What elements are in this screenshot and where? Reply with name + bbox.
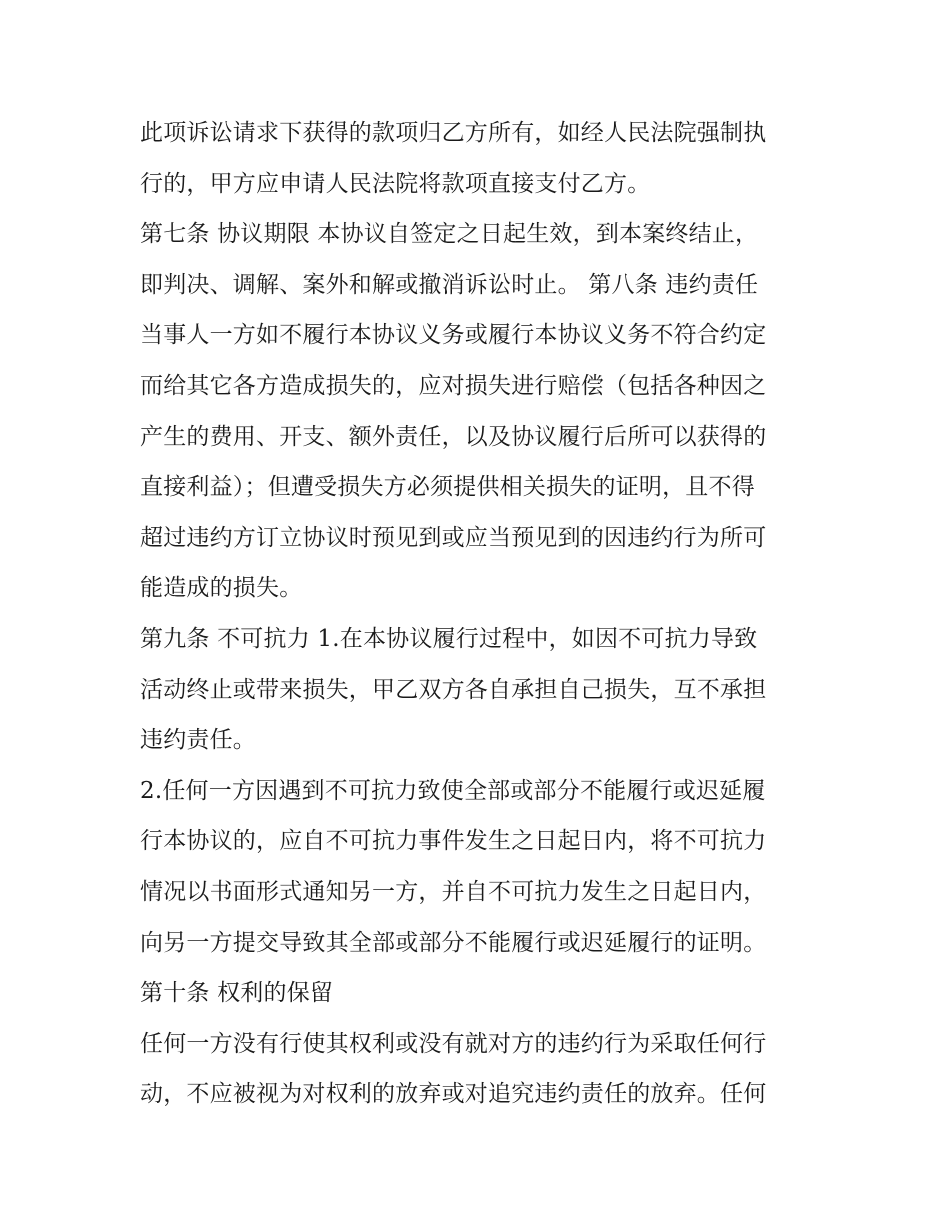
text-line: 产生的费用、开支、额外责任，以及协议履行后所可以获得的 bbox=[140, 423, 767, 450]
text-line: 行本协议的，应自不可抗力事件发生之日起日内，将不可抗力 bbox=[140, 828, 767, 855]
document-body bbox=[140, 108, 820, 1120]
text-line: 第九条 不可抗力 1.在本协议履行过程中，如因不可抗力导致 bbox=[140, 625, 758, 652]
text-line: 违约责任。 bbox=[140, 727, 256, 754]
text-line: 向另一方提交导致其全部或部分不能履行或迟延履行的证明。 bbox=[140, 929, 767, 956]
text-line: 行的，甲方应申请人民法院将款项直接支付乙方。 bbox=[140, 170, 651, 197]
text-line: 第十条 权利的保留 bbox=[140, 980, 334, 1007]
text-line: 2.任何一方因遇到不可抗力致使全部或部分不能履行或迟延履 bbox=[140, 777, 766, 804]
text-line: 即判决、调解、案外和解或撤消诉讼时止。 第八条 违约责任 bbox=[140, 271, 759, 298]
text-line: 能造成的损失。 bbox=[140, 575, 303, 602]
text-line: 超过违约方订立协议时预见到或应当预见到的因违约行为所可 bbox=[140, 524, 767, 551]
text-line: 情况以书面形式通知另一方，并自不可抗力发生之日起日内， bbox=[140, 878, 767, 905]
text-line: 第七条 协议期限 本协议自签定之日起生效，到本案终结止， bbox=[140, 221, 759, 248]
text-line: 活动终止或带来损失，甲乙双方各自承担自己损失，互不承担 bbox=[140, 676, 767, 703]
text-line: 此项诉讼请求下获得的款项归乙方所有，如经人民法院强制执 bbox=[140, 120, 767, 146]
text-line: 而给其它各方造成损失的，应对损失进行赔偿（包括各种因之 bbox=[140, 372, 767, 399]
text-line: 任何一方没有行使其权利或没有就对方的违约行为采取任何行 bbox=[140, 1030, 767, 1057]
text-line: 当事人一方如不履行本协议义务或履行本协议义务不符合约定 bbox=[140, 322, 767, 349]
text-line: 动，不应被视为对权利的放弃或对追究违约责任的放弃。任何 bbox=[140, 1081, 767, 1108]
text-line: 直接利益）；但遭受损失方必须提供相关损失的证明，且不得 bbox=[140, 474, 755, 501]
